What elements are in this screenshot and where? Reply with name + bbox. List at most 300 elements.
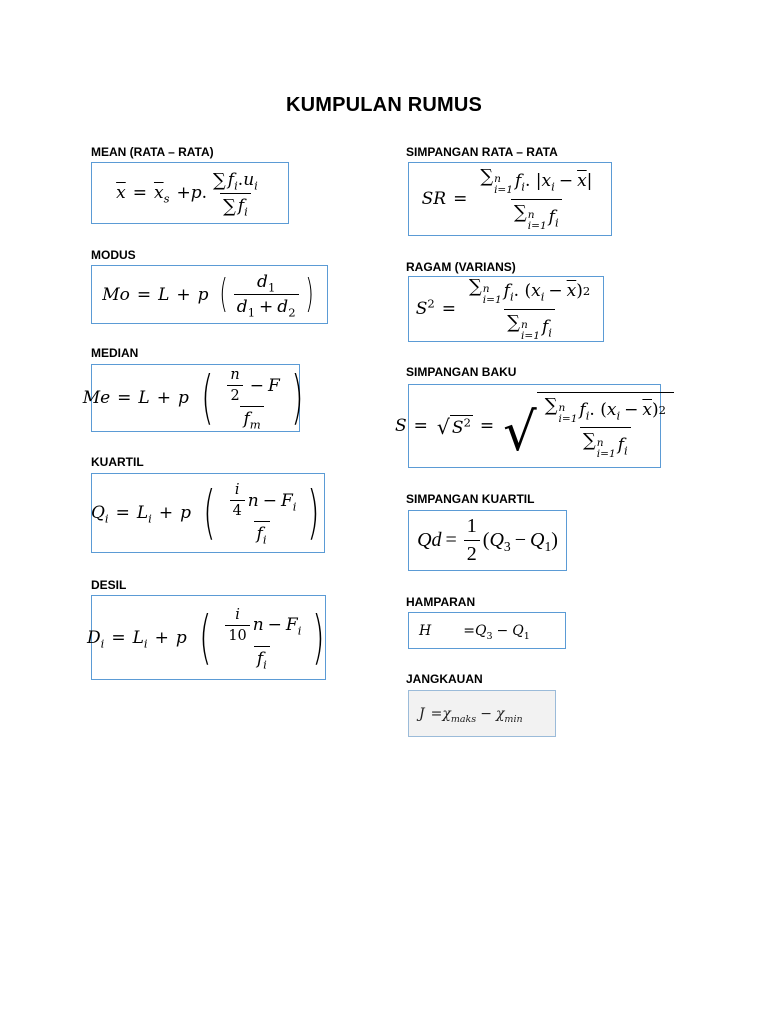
math-variable: n xyxy=(247,490,259,511)
formula-box-jangkauan xyxy=(408,690,556,737)
sum-limits xyxy=(559,403,578,425)
math-variable: Q xyxy=(90,503,105,523)
math-subscript: i xyxy=(100,635,105,650)
math-variable: S xyxy=(415,299,428,319)
math-term xyxy=(235,482,240,498)
formula-median xyxy=(82,363,309,432)
math-operator: + xyxy=(259,297,274,317)
fraction-numerator: ∑ n i=1 $f_i$ . ( $x_i$ − $\overline{x}$ ) 2 xyxy=(469,276,591,307)
math-subscript: i xyxy=(263,656,267,671)
math-term xyxy=(248,491,259,511)
math-subscript: 2 xyxy=(288,305,296,320)
right-paren: ) xyxy=(304,271,314,317)
math-operator: − xyxy=(514,529,526,551)
sum-upper-limit: n xyxy=(494,173,501,186)
math-variable: Qd xyxy=(417,529,442,551)
fraction xyxy=(464,515,480,566)
math-variable: f xyxy=(243,409,250,429)
square-root xyxy=(503,392,674,464)
math-variable: i xyxy=(235,606,240,623)
math-term xyxy=(235,607,240,623)
parenthesized-group xyxy=(196,363,308,432)
math-variable: S xyxy=(451,417,464,438)
section-label-modus: MODUS xyxy=(91,248,136,262)
math-term xyxy=(606,399,621,423)
sum-operator xyxy=(507,312,540,342)
math-term xyxy=(277,297,296,320)
math-bar-variable xyxy=(116,183,126,203)
math-subscript: i xyxy=(548,324,552,339)
sum-lower-limit: i=1 xyxy=(596,448,616,461)
math-subscript: i xyxy=(521,179,525,194)
math-term xyxy=(136,503,152,526)
fraction-denominator xyxy=(511,199,562,232)
math-term xyxy=(579,399,590,423)
sum-operator xyxy=(583,430,616,460)
math-term xyxy=(281,491,297,511)
fraction-numerator xyxy=(464,515,480,540)
math-term xyxy=(102,285,130,305)
math-variable: χ xyxy=(442,705,451,722)
math-variable: p xyxy=(175,627,187,648)
math-variable: S xyxy=(395,416,407,436)
section-label-mean: MEAN (RATA – RATA) xyxy=(91,145,214,159)
radical-sign: √ xyxy=(436,415,450,440)
math-operator: = xyxy=(115,503,130,523)
section-label-simpangan-kuartil: SIMPANGAN KUARTIL xyxy=(406,492,535,506)
formula-hamparan xyxy=(419,622,530,642)
math-operator: − xyxy=(496,622,509,639)
math-term xyxy=(230,367,239,383)
formula-simpangan-rata xyxy=(422,166,599,231)
math-variable: d xyxy=(277,297,289,317)
math-variable: $\overline{x}$ xyxy=(642,399,652,420)
math-term xyxy=(503,281,514,304)
math-text: ) xyxy=(652,399,659,420)
math-variable: χ xyxy=(495,705,505,722)
math-term xyxy=(549,207,559,227)
sum-lower-limit: i=1 xyxy=(482,294,502,307)
math-term xyxy=(617,435,628,458)
formula-jangkauan xyxy=(419,705,523,725)
left-paren: ( xyxy=(203,478,216,547)
math-variable: x xyxy=(541,171,552,192)
math-operator: + xyxy=(154,627,169,648)
sum-upper-limit: n xyxy=(596,437,604,449)
math-subscript: i xyxy=(624,443,628,458)
sum-upper-limit: n xyxy=(521,318,528,331)
math-text: . ( xyxy=(513,281,532,302)
math-variable: SR xyxy=(421,189,447,209)
math-subscript: maks xyxy=(450,713,477,725)
math-term xyxy=(243,409,261,432)
fraction-numerator xyxy=(232,607,243,625)
math-term xyxy=(257,649,267,669)
sum-lower-limit: i=1 xyxy=(494,184,513,197)
sum-operator xyxy=(223,196,236,217)
math-superscript: 2 xyxy=(427,296,435,311)
math-variable: p xyxy=(180,503,192,523)
fraction-denominator xyxy=(225,625,249,644)
math-operator: + xyxy=(158,503,174,523)
math-bar-variable xyxy=(153,183,170,206)
math-subscript: i xyxy=(148,511,152,526)
section-label-simpangan-baku: SIMPANGAN BAKU xyxy=(406,365,517,379)
math-text: 10 xyxy=(228,627,247,644)
formula-box-simpangan-rata xyxy=(408,162,612,236)
math-subscript: i xyxy=(551,179,555,194)
math-subscript: i xyxy=(585,408,590,423)
radical-sign: √ xyxy=(503,402,537,464)
math-operator: = xyxy=(445,529,457,551)
section-label-jangkauan: JANGKAUAN xyxy=(406,672,483,686)
sigma-symbol: ∑ xyxy=(469,276,482,298)
math-subscript: min xyxy=(504,713,523,725)
sum-limits xyxy=(528,210,547,232)
math-variable: $\overline{x}$ xyxy=(153,183,164,203)
math-subscript: i xyxy=(143,635,148,650)
math-term xyxy=(198,285,209,305)
math-term xyxy=(256,524,267,547)
math-term xyxy=(176,628,187,648)
math-variable: Q xyxy=(474,622,487,639)
sum-limits xyxy=(597,438,616,460)
sum-lower-limit: i=1 xyxy=(558,412,578,425)
section-label-desil: DESIL xyxy=(91,578,127,592)
math-text: 4 xyxy=(232,503,242,519)
math-text: + xyxy=(176,183,191,203)
math-term xyxy=(138,388,149,408)
formula-ragam xyxy=(416,276,597,341)
math-variable: d xyxy=(236,297,248,317)
math-variable: L xyxy=(136,503,149,523)
math-operator: = xyxy=(413,416,428,436)
math-term xyxy=(178,388,189,408)
math-variable: f xyxy=(237,196,245,216)
fraction-denominator xyxy=(220,193,251,217)
fraction xyxy=(219,607,304,669)
fraction-denominator xyxy=(254,521,270,547)
math-term xyxy=(422,189,446,209)
math-term xyxy=(495,705,523,725)
page-title: KUMPULAN RUMUS xyxy=(285,94,483,116)
math-term xyxy=(90,503,109,526)
math-term xyxy=(542,317,552,337)
math-operator: = xyxy=(132,183,147,203)
sigma-symbol: ∑ xyxy=(544,394,558,416)
fraction xyxy=(225,607,249,644)
parenthesized-group xyxy=(216,271,317,320)
math-subscript: 3 xyxy=(503,539,511,554)
sum-upper-limit: n xyxy=(558,401,566,414)
math-text: 2 xyxy=(230,388,240,404)
sigma-symbol: ∑ xyxy=(583,430,596,451)
fraction-denominator xyxy=(230,500,245,519)
fraction xyxy=(542,395,669,460)
math-term xyxy=(285,615,302,638)
fraction-numerator xyxy=(227,367,242,385)
fraction-denominator xyxy=(240,406,263,432)
math-text: ( xyxy=(482,529,490,551)
math-term xyxy=(83,388,110,408)
math-operator: − xyxy=(558,171,574,192)
math-term xyxy=(257,272,276,295)
math-term xyxy=(236,297,256,320)
math-variable: f xyxy=(503,281,510,302)
math-operator: = xyxy=(441,299,456,319)
math-term xyxy=(415,296,435,319)
math-subscript: 1 xyxy=(523,630,530,642)
math-variable: x xyxy=(606,399,617,420)
left-paren: ( xyxy=(218,271,228,317)
math-variable: p xyxy=(190,183,202,203)
math-term xyxy=(268,376,280,396)
math-text: ) xyxy=(576,281,583,302)
math-subscript: 3 xyxy=(486,630,493,642)
formula-box-median xyxy=(82,363,304,432)
fraction-denominator xyxy=(580,427,631,460)
sum-lower-limit: i=1 xyxy=(527,219,547,232)
math-term xyxy=(512,622,530,642)
math-term xyxy=(243,170,258,193)
math-term xyxy=(489,529,510,552)
formula-box-desil xyxy=(87,595,326,680)
formula-mean xyxy=(116,170,264,217)
math-operator: = xyxy=(479,416,495,436)
fraction xyxy=(224,482,300,547)
fraction-numerator xyxy=(210,170,261,193)
sum-operator xyxy=(213,170,226,191)
math-variable: Me xyxy=(82,388,111,408)
math-text: 1 xyxy=(466,515,477,537)
left-paren: ( xyxy=(200,363,214,432)
sum-operator xyxy=(469,276,502,306)
math-variable: p xyxy=(177,388,189,408)
fraction-numerator xyxy=(232,482,243,500)
parenthesized-group xyxy=(194,602,330,671)
math-subscript: 1 xyxy=(267,280,276,295)
math-operator: + xyxy=(176,284,191,305)
math-variable: $\overline{x}$ xyxy=(577,171,587,192)
math-variable: Q xyxy=(489,529,504,551)
formula-box-modus xyxy=(91,265,328,324)
fraction xyxy=(477,166,595,231)
fraction-numerator xyxy=(224,482,300,521)
math-subscript: i xyxy=(616,408,621,423)
math-term xyxy=(87,628,104,648)
math-subscript: i xyxy=(254,178,258,193)
math-term xyxy=(419,623,431,639)
sum-operator xyxy=(480,166,513,196)
fraction-numerator xyxy=(221,367,282,406)
math-operator: = xyxy=(117,388,132,408)
math-operator: − xyxy=(249,375,264,396)
formula-box-hamparan xyxy=(408,612,566,649)
math-term xyxy=(237,196,248,219)
math-variable: $\overline{x}$ xyxy=(566,281,577,302)
math-term xyxy=(451,414,471,438)
formula-box-simpangan-baku xyxy=(395,384,666,468)
math-operator: = xyxy=(111,627,126,648)
math-subscript: i xyxy=(234,178,238,193)
fraction-numerator xyxy=(477,166,595,198)
math-variable: n xyxy=(252,615,264,635)
formula-box-simpangan-kuartil xyxy=(408,510,567,571)
math-term xyxy=(531,281,545,304)
math-operator: − xyxy=(624,399,639,420)
sum-limits xyxy=(483,284,502,306)
math-variable: f xyxy=(617,435,624,456)
math-subscript: i xyxy=(554,214,559,229)
math-text: . xyxy=(201,183,208,203)
math-variable: f xyxy=(256,524,263,544)
math-operator: − xyxy=(548,281,563,302)
right-paren: ) xyxy=(290,363,304,432)
fraction xyxy=(466,276,593,341)
math-variable: Mo xyxy=(102,284,130,305)
math-term xyxy=(417,529,441,552)
math-variable: f xyxy=(227,170,235,190)
math-variable: f xyxy=(579,399,586,420)
formula-box-kuartil xyxy=(91,473,325,553)
sum-operator xyxy=(545,395,578,425)
math-text: . xyxy=(237,170,244,190)
math-term xyxy=(541,171,555,194)
math-bar-variable xyxy=(642,400,652,420)
section-label-kuartil: KUARTIL xyxy=(91,455,144,469)
sum-limits xyxy=(521,320,540,342)
parenthesized-group xyxy=(198,478,325,547)
formula-box-ragam xyxy=(408,276,604,342)
math-term xyxy=(133,628,148,648)
formula-desil xyxy=(87,602,330,671)
math-variable: p xyxy=(197,284,209,305)
sigma-symbol: ∑ xyxy=(507,311,521,333)
math-term xyxy=(395,416,407,436)
math-variable: $\overline{x}$ xyxy=(116,183,126,203)
math-variable: d xyxy=(257,272,268,292)
formula-kuartil xyxy=(90,478,325,547)
math-variable: x xyxy=(531,281,541,302)
math-bar-variable xyxy=(567,281,577,301)
square-root xyxy=(437,415,473,438)
sigma-symbol: ∑ xyxy=(480,166,494,188)
sum-upper-limit: n xyxy=(482,283,490,296)
fraction-numerator xyxy=(219,607,304,646)
fraction xyxy=(227,367,242,404)
math-subscript: i xyxy=(297,623,302,638)
math-term xyxy=(530,529,551,552)
math-variable: Q xyxy=(530,529,545,551)
fraction-denominator xyxy=(227,385,242,404)
section-label-simpangan-rata: SIMPANGAN RATA – RATA xyxy=(406,145,558,159)
sum-lower-limit: i=1 xyxy=(521,329,540,342)
formula-box-mean xyxy=(91,162,289,224)
math-subscript: 1 xyxy=(544,539,552,554)
formula-modus xyxy=(102,271,317,320)
right-paren: ) xyxy=(307,478,320,547)
math-bar-variable xyxy=(577,171,587,191)
formula-simpangan-baku xyxy=(395,392,674,464)
fraction-numerator xyxy=(254,272,278,294)
math-variable: F xyxy=(285,615,298,635)
math-term xyxy=(419,706,425,722)
math-variable: L xyxy=(132,627,144,648)
fraction-numerator: ∑ n i=1 $f_i$ . ( $x_i$ − $\overline{x}$ ) 2 xyxy=(544,394,666,425)
math-variable: J xyxy=(419,705,425,722)
math-term xyxy=(180,503,191,523)
math-text: = xyxy=(430,705,443,722)
math-term xyxy=(442,705,477,725)
fraction xyxy=(234,272,299,320)
fraction xyxy=(230,482,245,519)
math-subscript: i xyxy=(540,289,545,304)
math-subscript: i xyxy=(244,204,248,219)
fraction-denominator xyxy=(464,540,480,566)
math-operator: + xyxy=(156,388,171,408)
left-paren: ( xyxy=(198,602,212,671)
math-text: . | xyxy=(524,171,542,192)
sum-operator xyxy=(514,202,547,232)
math-variable: F xyxy=(280,490,293,511)
math-term xyxy=(474,622,493,642)
math-superscript: 2 xyxy=(463,414,471,429)
math-term xyxy=(191,183,202,203)
math-text: = xyxy=(463,622,475,639)
math-variable: H xyxy=(419,622,432,639)
section-label-hamparan: HAMPARAN xyxy=(406,595,476,609)
math-subscript: i xyxy=(262,532,267,547)
math-variable: f xyxy=(548,206,555,227)
sigma-symbol: ∑ xyxy=(223,195,236,217)
math-subscript: s xyxy=(163,191,170,206)
math-variable: L xyxy=(158,284,170,305)
fraction-denominator xyxy=(234,294,299,320)
right-paren: ) xyxy=(312,602,325,671)
formula-simpangan-kuartil xyxy=(417,515,558,566)
sum-limits xyxy=(494,174,513,196)
fraction-denominator xyxy=(504,309,555,342)
math-term xyxy=(227,170,238,193)
math-operator: = xyxy=(453,189,468,209)
math-subscript: i xyxy=(509,289,514,304)
math-operator: − xyxy=(480,705,492,722)
math-variable: n xyxy=(230,367,240,383)
fraction xyxy=(210,170,261,217)
math-variable: Q xyxy=(512,622,524,639)
sum-upper-limit: n xyxy=(527,208,535,221)
math-variable: i xyxy=(234,482,240,498)
math-subscript: i xyxy=(292,498,297,513)
math-subscript: m xyxy=(249,417,261,432)
math-variable: D xyxy=(87,627,101,648)
math-term xyxy=(253,615,264,635)
math-variable: f xyxy=(256,648,264,669)
fraction-denominator xyxy=(254,646,270,669)
fraction xyxy=(221,367,282,432)
math-variable: f xyxy=(541,316,549,337)
math-term xyxy=(158,285,169,305)
math-variable: f xyxy=(514,171,522,192)
math-operator: = xyxy=(136,284,152,305)
math-operator: − xyxy=(262,490,277,511)
math-text: ) xyxy=(551,529,558,551)
sigma-symbol: ∑ xyxy=(514,201,527,223)
section-label-median: MEDIAN xyxy=(91,346,139,360)
radicand xyxy=(537,392,674,460)
math-subscript: 1 xyxy=(247,305,256,320)
math-variable: u xyxy=(243,170,255,190)
